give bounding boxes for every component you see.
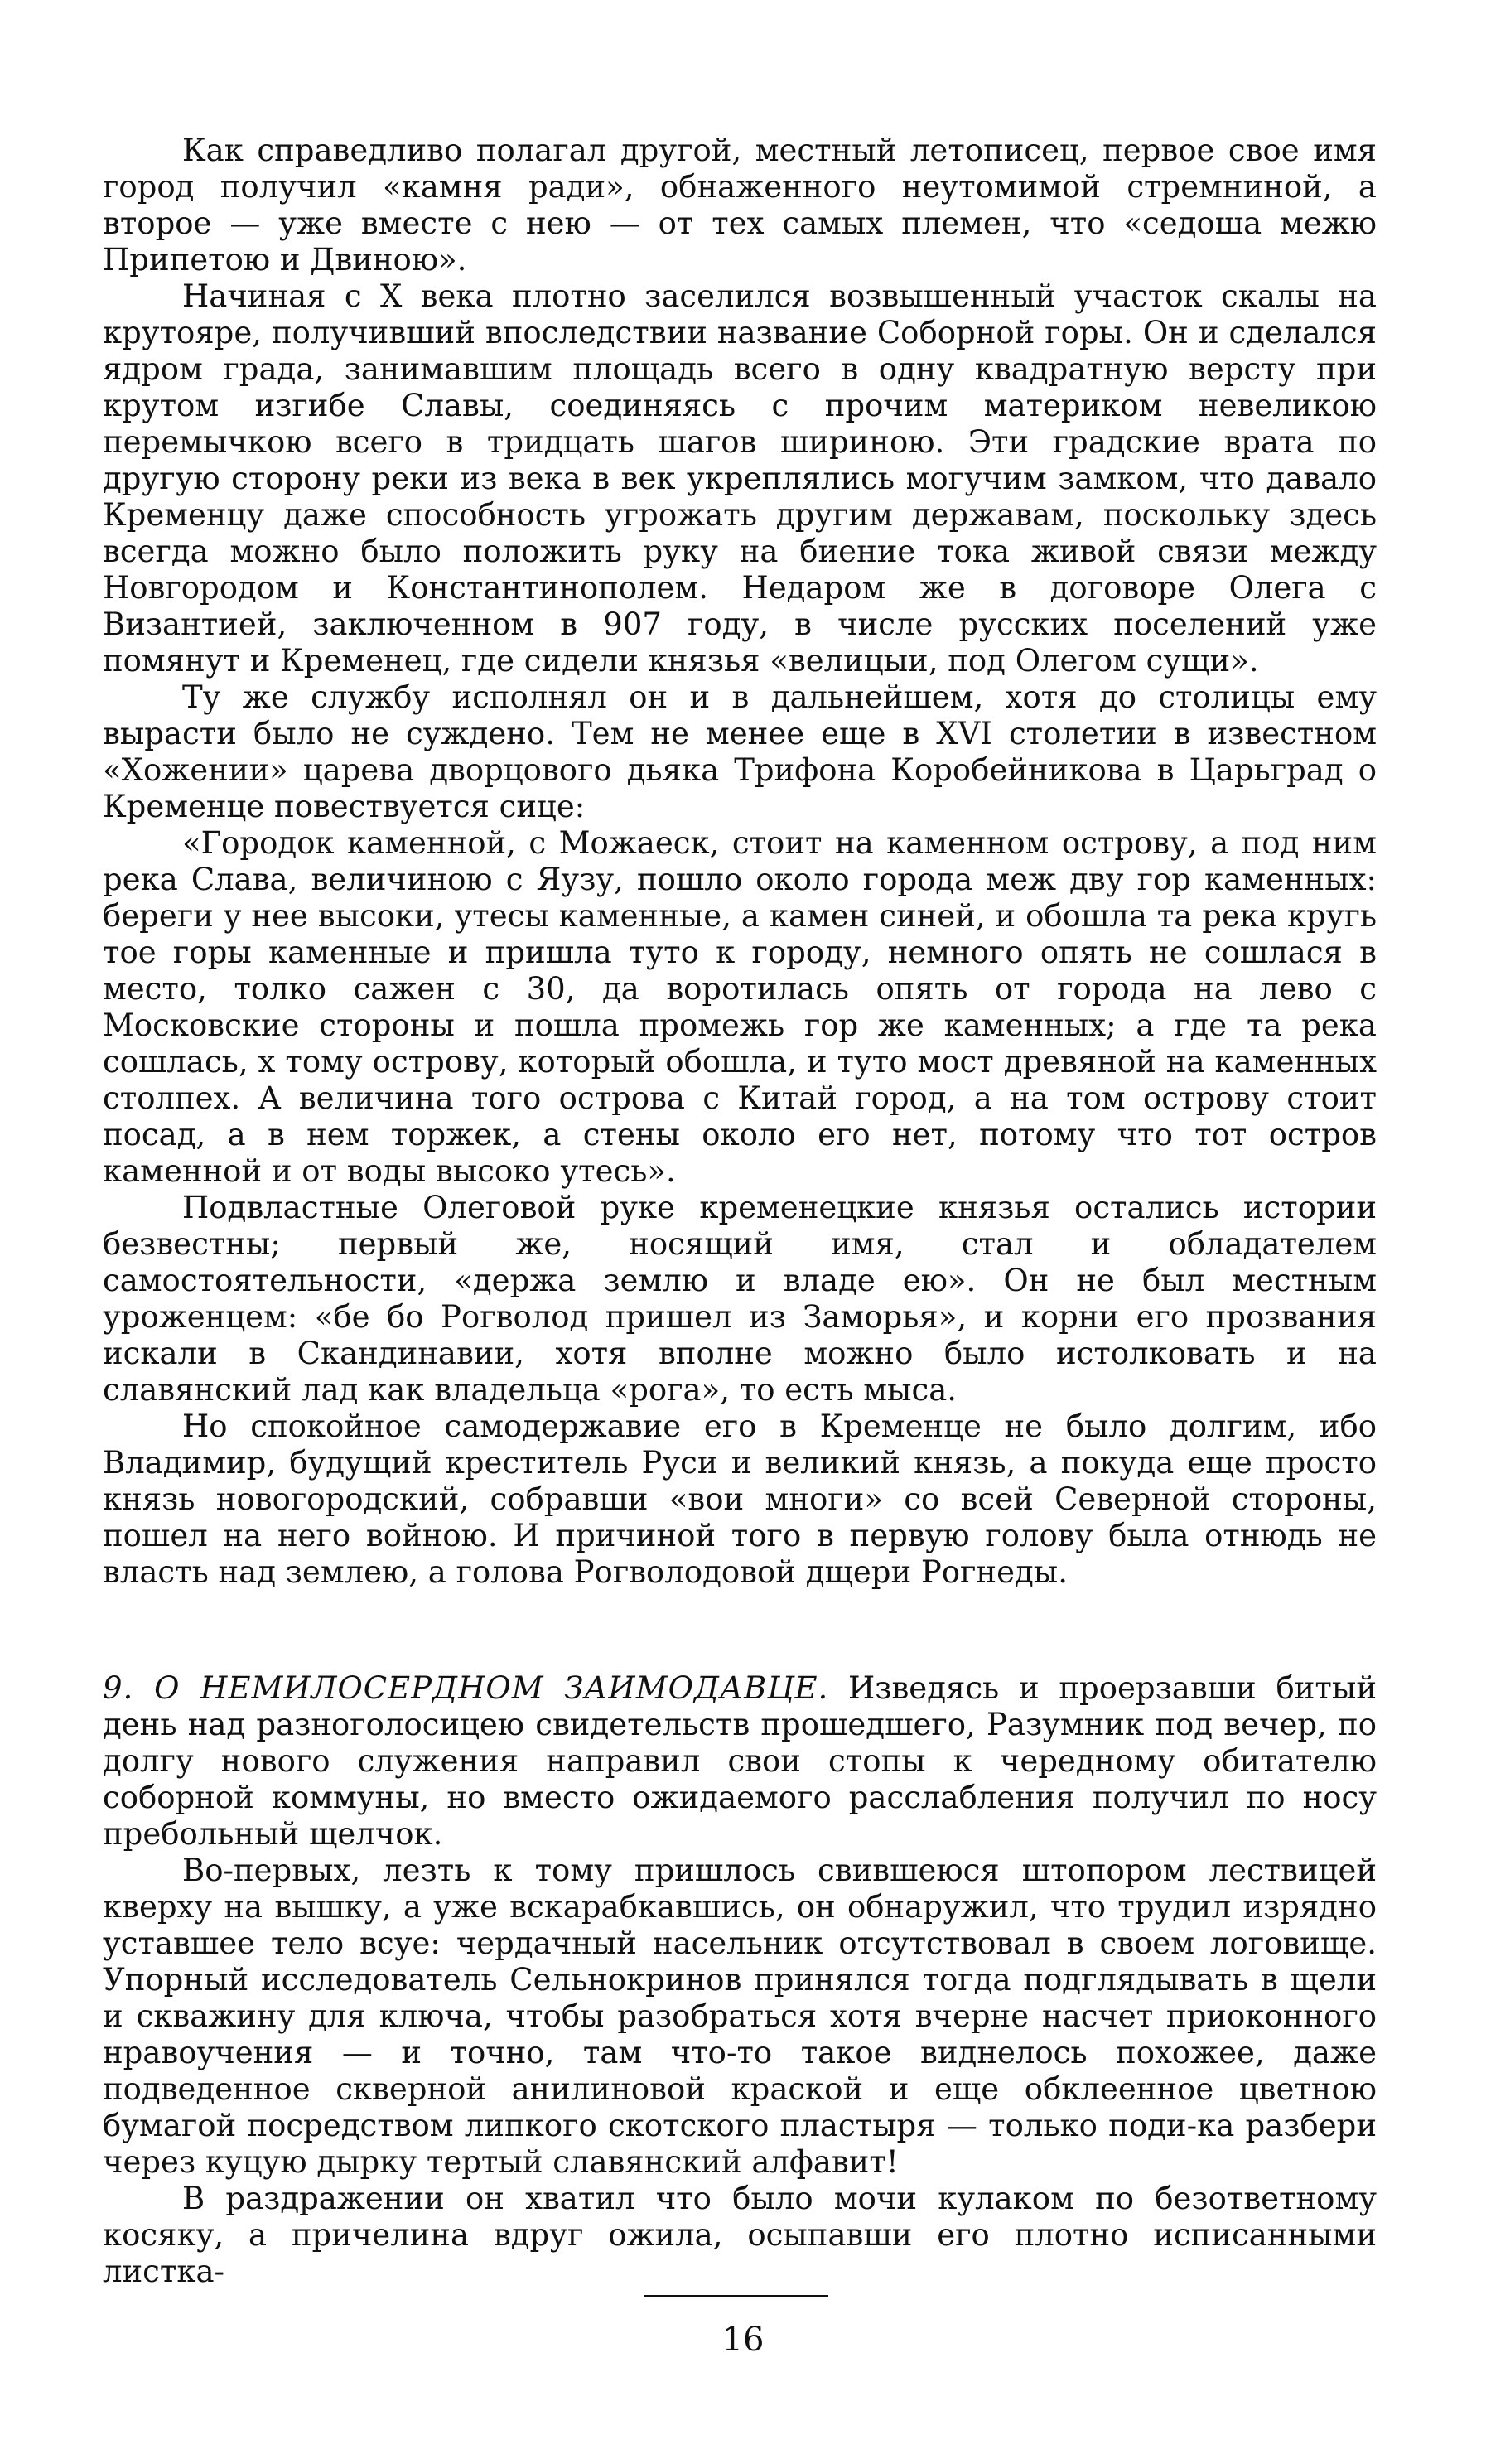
section-heading: 9. О НЕМИЛОСЕРДНОМ ЗАИМОДАВЦЕ.	[103, 1670, 829, 1706]
paragraph: Ту же службу исполнял он и в дальнейшем, хотя до столицы ему вырасти было не суждено. Тем не менее еще в XVI столетии в известном «Хожении» царева дворцового дьяка Трифона Коробейникова в Царьград о Кременце повествуется сице:	[103, 679, 1377, 824]
paragraph: Подвластные Олеговой руке кременецкие князья остались истории безвестны; первый же, носящий имя, стал и обладателем самостоятельности, «держа землю и владе ею». Он не был местным уроженцем: «бе бо Рогволод пришел из Заморья», и корни его прозвания искали в Скандинавии, хотя вполне можно было истолковать и на славянский лад как владельца «рога», то есть мыса.	[103, 1190, 1377, 1408]
paragraph: Во-первых, лезть к тому пришлось свившеюся штопором лествицей кверху на вышку, а уже вскарабкавшись, он обнаружил, что трудил изрядно уставшее тело всуе: чердачный насельник отсутствовал в своем логовище. Упорный исследователь Сельнокринов принялся тогда подглядывать в щели и скважину для ключа, чтобы разобраться хотя вчерне насчет приоконного нравоучения — и точно, там что-то такое виднелось похожее, даже подведенное скверной анилиновой краской и еще обклеенное цветною бумагой посредством липкого скотского пластыря — только поди-ка разбери через куцую дырку тертый славянский алфавит!	[103, 1853, 1377, 2180]
quoted-passage: «Городок каменной, с Можаеск, стоит на каменном острову, а под ним река Слава, величиною с Яузу, пошло около города меж дву гор каменных: береги у нее высоки, утесы каменные, а камен синей, и обошла та река кругь тое горы каменные и пришла туто к городу, немного опять не сошлася в место, толко сажен с 30, да воротилась опять от города на лево с Московские стороны и пошла промежь гор же каменных; а где та река сошлась, х тому острову, который обошла, и туто мост древяной на каменных столпех. А величина того острова с Китай город, а на том острову стоит посад, а в нем торжек, а стены около его нет, потому что тот остров каменной и от воды высоко утесь».	[103, 825, 1377, 1189]
paragraph: Как справедливо полагал другой, местный летописец, первое свое имя город получил «камня ради», обнаженного неутомимой стремниной, а второе — уже вместе с нею — от тех самых племен, что «седоша межю Припетою и Двиною».	[103, 133, 1377, 278]
section-opening-text: Изведясь и проерзавши битый день над разноголосицею свидетельств прошедшего, Разумник под вечер, по долгу нового служения направил свои стопы к чередному обитателю соборной коммуны, но вместо ожидаемого расслабления получил по носу пребольный щелчок.	[103, 1670, 1377, 1852]
page-number: 16	[721, 2321, 765, 2359]
paragraph: В раздражении он хватил что было мочи кулаком по безответному косяку, а причелина вдруг ожила, осыпавши его плотно исписанными листка-	[103, 2181, 1377, 2289]
paragraph: Но спокойное самодержавие его в Кременце не было долгим, ибо Владимир, будущий креститель Руси и великий князь, а покуда еще просто князь новогородский, собравши «вои многи» со всей Северной стороны, пошел на него войною. И причиной того в первую голову была отнюдь не власть над землею, а голова Рогволодовой дщери Рогнеды.	[103, 1408, 1377, 1590]
footer-rule	[644, 2295, 828, 2297]
paragraph: Начиная с X века плотно заселился возвышенный участок скалы на крутояре, получивший впоследствии название Соборной горы. Он и сделался ядром града, занимавшим площадь всего в одну квадратную версту при крутом изгибе Славы, соединяясь с прочим материком невеликою перемычкою всего в тридцать шагов шириною. Эти градские врата по другую сторону реки из века в век укреплялись могучим замком, что давало Кременцу даже способность угрожать другим державам, поскольку здесь всегда можно было положить руку на биение тока живой связи между Новгородом и Константинополем. Недаром же в договоре Олега с Византией, заключенном в 907 году, в числе русских поселений уже помянут и Кременец, где сидели князья «велицыи, под Олегом сущи».	[103, 278, 1377, 679]
page-body	[103, 133, 1377, 2290]
section-opening-paragraph	[103, 1670, 1377, 1853]
